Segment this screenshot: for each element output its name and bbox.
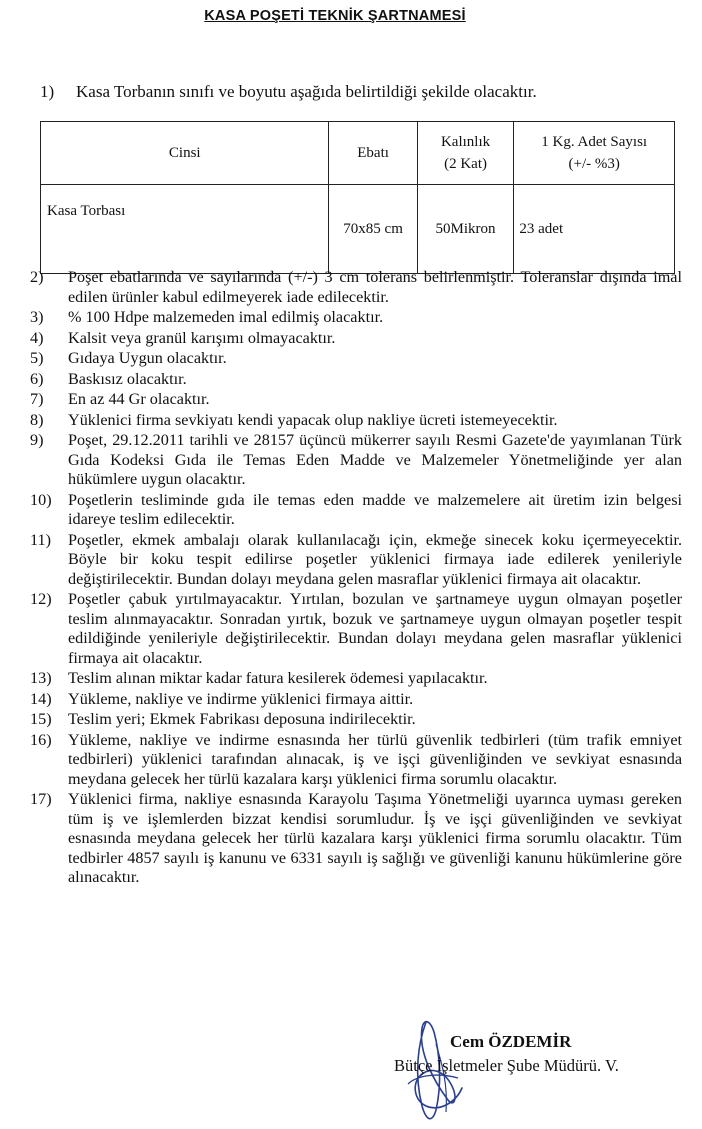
intro-text: Kasa Torbanın sınıfı ve boyutu aşağıda belirtildiği şekilde olacaktır. [76,82,537,101]
header-adet-sayisi [514,122,675,185]
list-item [30,690,682,710]
cell-cinsi: Kasa Torbası [41,185,329,274]
list-item [30,431,682,490]
list-item-text: Teslim yeri; Ekmek Fabrikası deposuna indirilecektir. [68,710,416,728]
list-item-number: 6) [30,369,44,388]
list-item-text: Yükleme, nakliye ve indirme esnasında her türlü güvenlik tedbirleri (tüm trafik emniyet tedbirleri) yüklenici tarafından alınacak, iş ve işçi güvenliğinden ve sevkiyat esnasında meydana gelecek her türlü kazalara karşı yüklenici firma sorumlu olacaktır. [68,730,682,788]
list-item-number: 9) [30,431,44,449]
list-item-text: Poşetlerin tesliminde gıda ile temas eden madde ve malzemelere ait üretim izin belgesi idareye teslim edilecektir. [68,490,682,528]
list-item-number: 2) [30,268,44,286]
list-item-text: Yüklenici firma sevkiyatı kendi yapacak olup nakliye ücreti istemeyecektir. [68,410,558,429]
list-item [30,669,682,689]
list-item-number: 17) [30,790,52,808]
list-item-text: Baskısız olacaktır. [68,369,187,388]
signature-block [380,1010,680,1128]
list-item-number: 3) [30,308,44,326]
list-item [30,390,682,410]
list-item-number: 7) [30,390,44,408]
cell-ebati: 70x85 cm [329,185,417,274]
header-kalinlik-text: Kalınlık (2 Kat) [440,134,491,172]
list-item-text: Kalsit veya granül karışımı olmayacaktır. [68,328,336,347]
list-item-number: 16) [30,730,52,749]
intro-item [40,82,537,102]
list-item [30,790,682,888]
list-item-number: 14) [30,689,52,708]
cell-adet: 23 adet [514,185,675,274]
list-item [30,491,682,530]
header-ebati: Ebatı [329,122,417,185]
list-item-number: 10) [30,490,52,509]
list-item-text: Poşet, 29.12.2011 tarihli ve 28157 üçüncü mükerrer sayılı Resmi Gazete'de yayımlanan Türk Gıda Kodeksi Gıda ile Temas Eden Madde ve Malzemeler Yönetmeliğinde yer alan hükümlere uygun olacaktır. [68,431,682,488]
list-item-text: Gıdaya Uygun olacaktır. [68,349,227,367]
signatory-name: Cem ÖZDEMİR [450,1032,572,1051]
list-item-text: % 100 Hdpe malzemeden imal edilmiş olacaktır. [68,308,384,326]
list-item-text: Yükleme, nakliye ve indirme yüklenici firmaya aittir. [68,689,414,708]
list-item [30,370,682,390]
list-item [30,531,682,590]
list-item-number: 15) [30,710,52,728]
list-item-number: 13) [30,669,52,687]
specification-list [30,268,682,889]
list-item-text: Poşetler, ekmek ambalajı olarak kullanılacağı için, ekmeğe sinecek koku içermeyecektir. Böyle bir koku tespit edilirse poşetler yüklenici firmaya iade edilerek yenileriyle değiştirilecektir. Bundan dolayı meydana gelen masraflar yüklenici firmaya ait olacaktır. [68,530,682,588]
header-kalinlik [417,122,514,185]
list-item-number: 5) [30,349,44,367]
spec-table [40,121,675,274]
list-item-text: Teslim alınan miktar kadar fatura kesilerek ödemesi yapılacaktır. [68,669,488,687]
list-item [30,329,682,349]
list-item [30,710,682,730]
list-item-text: Yüklenici firma, nakliye esnasında Karayolu Taşıma Yönetmeliği uyarınca uyması gereken tüm iş ve işlemlerden bizzat kendisi sorumludur. İş ve işçi güvenliğinden ve sevkiyat esnasında meydana gelecek her türlü kazalara karşı yüklenici firma sorumlu olacaktır. Tüm tedbirler 4857 sayılı iş kanunu ve 6331 sayılı iş sağlığı ve güvenliği kanunu hükümlerine göre alınacaktır. [68,790,682,886]
intro-number: 1) [40,82,55,101]
document-title: KASA POŞETİ TEKNİK ŞARTNAMESİ [204,8,466,24]
list-item-text: En az 44 Gr olacaktır. [68,390,210,408]
list-item-number: 4) [30,328,44,347]
header-cinsi: Cinsi [41,122,329,185]
table-row [41,185,675,274]
list-item-number: 12) [30,590,52,608]
list-item-number: 11) [30,530,51,549]
list-item [30,411,682,431]
list-item [30,349,682,369]
list-item-text: Poşet ebatlarında ve sayılarında (+/-) 3 cm tolerans belirlenmiştir. Toleranslar dışında imal edilen ürünler kabul edilmeyerek iade edilecektir. [68,268,682,306]
header-adet-sayisi-text: 1 Kg. Adet Sayısı (+/- %3) [541,134,648,172]
cell-kalinlik: 50Mikron [417,185,514,274]
signatory-title: Bütçe İşletmeler Şube Müdürü. V. [394,1056,619,1075]
list-item [30,590,682,668]
list-item-text: Poşetler çabuk yırtılmayacaktır. Yırtılan, bozulan ve şartnameye uygun olmayan poşetler teslim alınmayacaktır. Sonradan yırtık, bozuk ve şartnameye uygun olmayan poşetler tespit edildiğinde yenileriyle değiştirilecektir. Bundan dolayı meydana gelen masraflar yüklenici firmaya ait olacaktır. [68,590,682,667]
list-item-number: 8) [30,410,44,429]
list-item [30,731,682,790]
list-item [30,308,682,328]
list-item [30,268,682,307]
table-header-row [41,122,675,185]
